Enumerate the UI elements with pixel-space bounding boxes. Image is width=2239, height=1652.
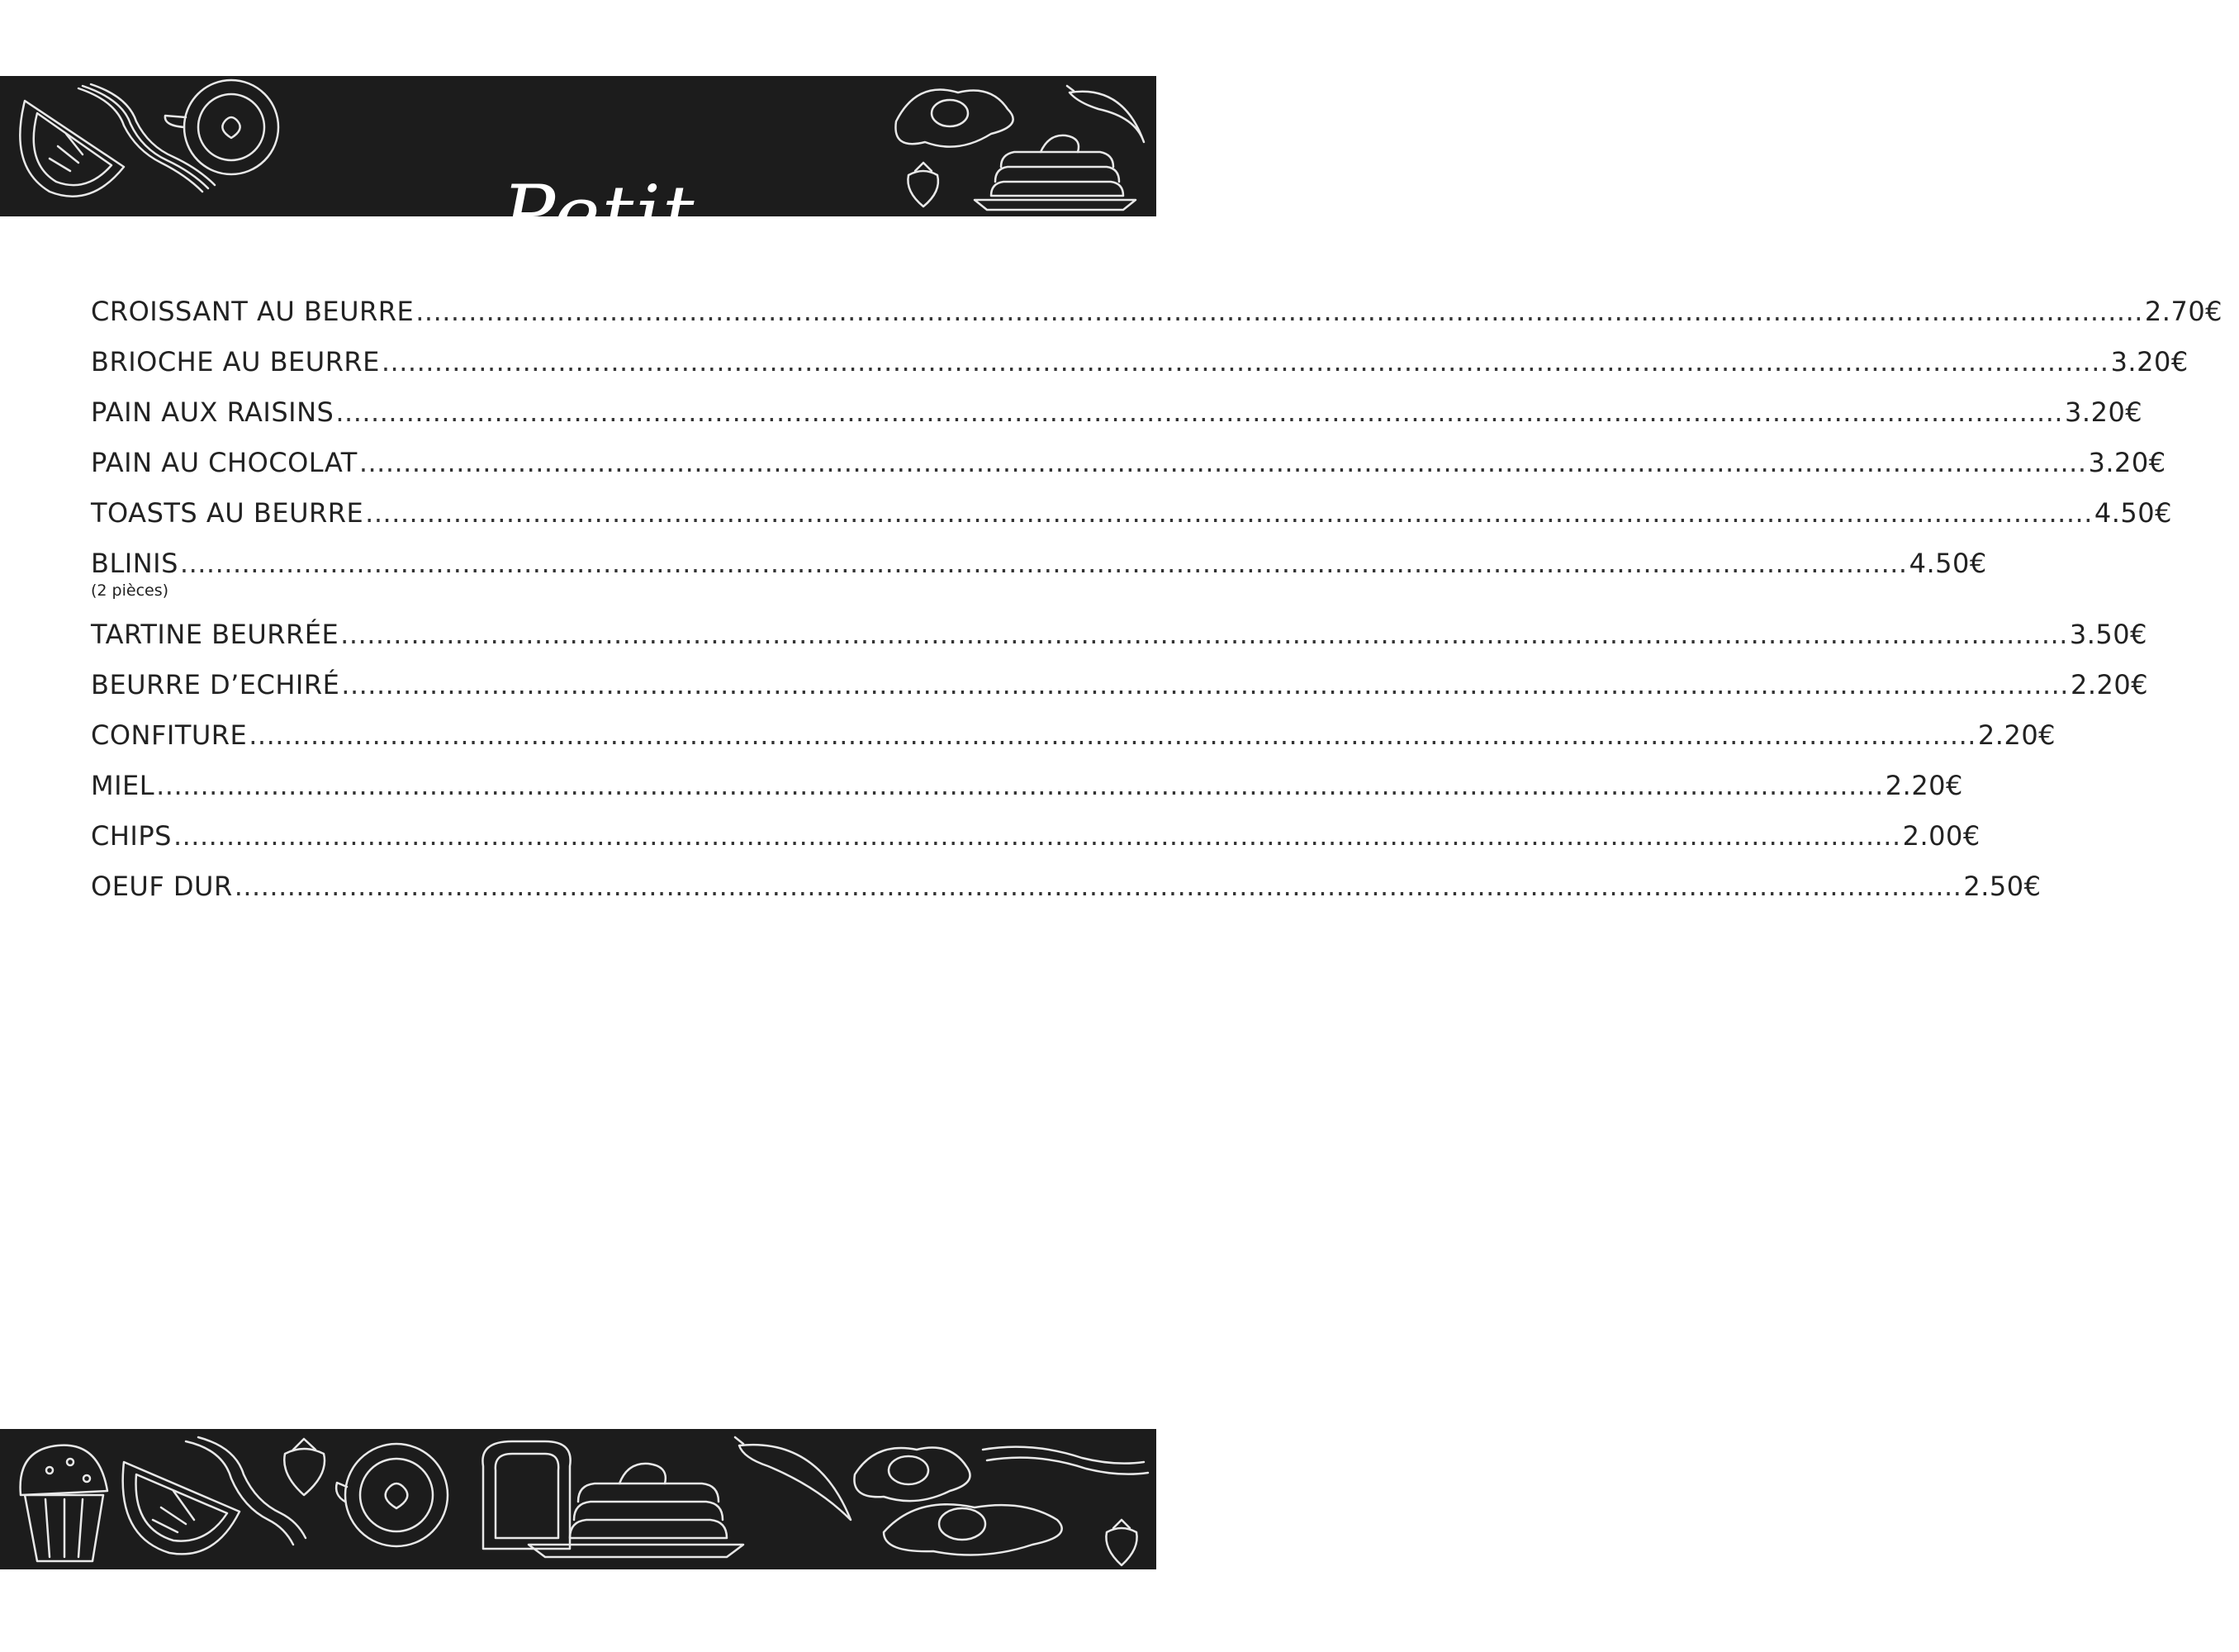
item-name: BRIOCHE AU BEURRE xyxy=(91,346,380,377)
item-name: OEUF DUR xyxy=(91,871,233,902)
footer-banner xyxy=(0,1429,1156,1569)
dot-leader xyxy=(341,669,2069,700)
menu-item xyxy=(91,497,2172,548)
item-name: BLINIS xyxy=(91,548,178,579)
item-price: 2.50€ xyxy=(1963,871,2042,902)
dot-leader xyxy=(335,396,2063,428)
item-name: CONFITURE xyxy=(91,719,248,751)
dot-leader xyxy=(235,871,1962,902)
item-price: 2.20€ xyxy=(2070,669,2149,700)
item-price: 3.20€ xyxy=(2065,396,2143,428)
item-price: 3.20€ xyxy=(2088,447,2166,478)
item-name: CROISSANT AU BEURRE xyxy=(91,296,415,327)
item-price: 3.50€ xyxy=(2069,619,2147,650)
item-price: 2.00€ xyxy=(1902,820,1980,852)
dot-leader xyxy=(415,296,2143,327)
item-name: MIEL xyxy=(91,770,155,801)
item-price: 2.20€ xyxy=(1885,770,1963,801)
banana-icon xyxy=(735,1437,851,1520)
item-name: CHIPS xyxy=(91,820,172,852)
dot-leader xyxy=(382,346,2109,377)
muffin-icon xyxy=(21,1446,107,1561)
fried-egg-icon xyxy=(895,90,1013,147)
toast-icon xyxy=(482,1441,570,1549)
dot-leader xyxy=(365,497,2093,529)
pancake-stack-icon xyxy=(975,135,1136,210)
item-name: PAIN AUX RAISINS xyxy=(91,396,334,428)
item-name: TOASTS AU BEURRE xyxy=(91,497,364,529)
banana-icon xyxy=(1067,86,1144,142)
item-price: 4.50€ xyxy=(1909,548,1987,579)
item-note: (2 pièces) xyxy=(91,582,169,600)
orange-slice-icon xyxy=(20,101,124,197)
dot-leader xyxy=(359,447,2087,478)
dot-leader xyxy=(180,548,1908,579)
fried-egg-icon xyxy=(884,1504,1062,1555)
dot-leader xyxy=(249,719,1976,751)
strawberry-icon xyxy=(908,163,938,206)
strawberry-icon xyxy=(1106,1520,1136,1565)
dot-leader xyxy=(173,820,1901,852)
menu-item xyxy=(91,396,2143,447)
item-price: 3.20€ xyxy=(2110,346,2189,377)
footer-decor xyxy=(0,1429,1156,1569)
menu-list xyxy=(91,296,2223,921)
fried-egg-icon xyxy=(854,1448,970,1502)
item-price: 2.20€ xyxy=(1977,719,2056,751)
item-name: BEURRE D’ECHIRÉ xyxy=(91,669,340,700)
menu-item xyxy=(91,820,1980,871)
orange-slice-icon xyxy=(123,1462,240,1554)
item-name: TARTINE BEURRÉE xyxy=(91,619,339,650)
menu-item xyxy=(91,669,2149,719)
dot-leader xyxy=(340,619,2068,650)
item-price: 4.50€ xyxy=(2094,497,2172,529)
menu-item xyxy=(91,871,2042,921)
strawberry-icon xyxy=(284,1439,325,1495)
menu-item xyxy=(91,719,2056,770)
item-name: PAIN AU CHOCOLAT xyxy=(91,447,358,478)
coffee-cup-icon xyxy=(336,1444,448,1546)
menu-item xyxy=(91,770,1963,820)
menu-item xyxy=(91,296,2223,346)
dot-leader xyxy=(156,770,1884,801)
item-price: 2.70€ xyxy=(2144,296,2223,327)
menu-item xyxy=(91,346,2189,396)
page-title: Petit Dejeuner xyxy=(407,169,790,360)
menu-item xyxy=(91,619,2147,669)
pancake-stack-icon xyxy=(529,1464,743,1557)
menu-item xyxy=(91,447,2166,497)
bacon-icon xyxy=(983,1447,1148,1474)
